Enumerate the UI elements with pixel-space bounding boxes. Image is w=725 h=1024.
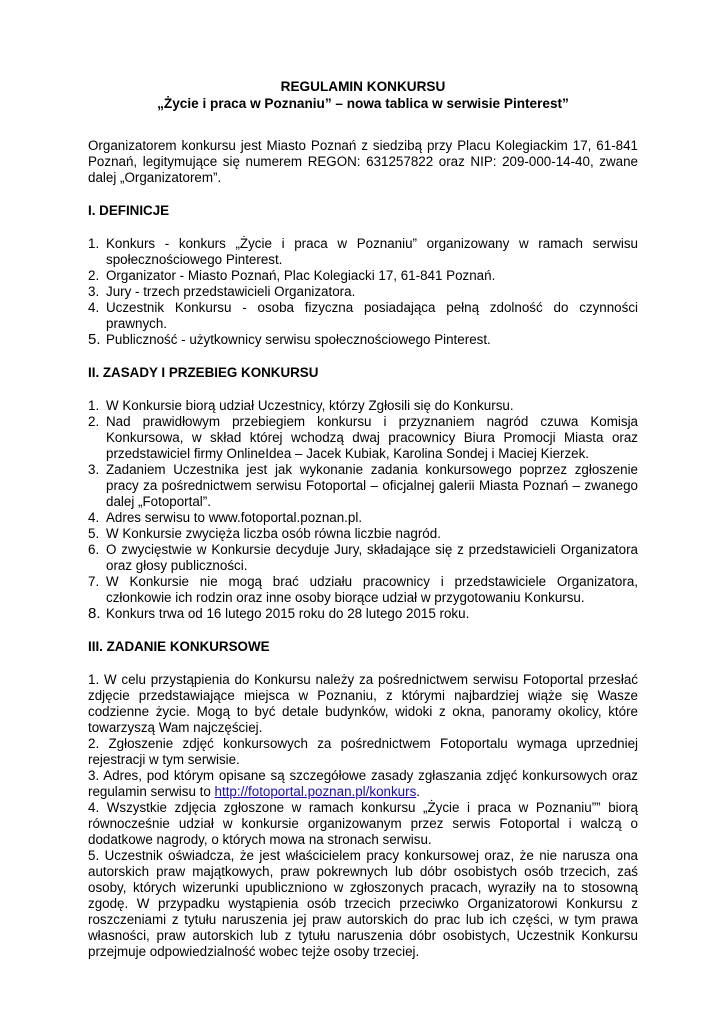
list-number: 8. [88,605,101,622]
list-number: 7. [88,574,100,589]
task-paragraph-3 [88,768,638,800]
task-paragraph-5: 5. Uczestnik oświadcza, że jest właścicielem pracy konkursowej oraz, że nie narusza ona autorskich praw majątkowych, praw pokrewnych lub dóbr osobistych osób trzecich, zaś osoby, których wizerunki upubliczniono w zgłoszonych pracach, wyraziły na to stosowną zgodę. W przypadku wystąpienia osób trzecich przeciwko Organizatorowi Konkursu z roszczeniami z tytułu naruszenia jej praw autorskich do prac lub ich części, w tym prawa własności, praw autorskich lub z tytułu naruszenia dóbr osobistych, Uczestnik Konkursu przejmuje odpowiedzialność wobec tejże osoby trzeciej. [88,848,638,959]
list-item [88,510,638,526]
list-number: 3. [88,462,100,477]
list-text: Nad prawidłowym przebiegiem konkursu i przyznaniem nagród czuwa Komisja Konkursowa, w skład której wchodzą dwaj pracownicy Biura Promocji Miasta oraz przedstawiciel firmy OnlineIdea – Jacek Kubiak, Karolina Sondej i Maciej Kierzek. [106,414,638,461]
contest-link[interactable]: http://fotoportal.poznan.pl/konkurs [214,784,417,799]
list-number: 2. [88,414,100,429]
list-text: Konkurs - konkurs „Życie i praca w Poznaniu” organizowany w ramach serwisu społecznościowego Pinterest. [106,236,638,267]
list-text: O zwycięstwie w Konkursie decyduje Jury, składające się z przedstawicieli Organizatora oraz głosy publiczności. [106,542,638,573]
document-subtitle: „Życie i praca w Poznaniu” – nowa tablica w serwisie Pinterest” [157,96,569,111]
document-body [88,78,638,960]
list-number: 4. [88,300,100,315]
task-paragraph-3-end: . [416,784,420,799]
task-paragraph-4: 4. Wszystkie zdjęcia zgłoszone w ramach konkursu „Życie i praca w Poznaniu”” biorą równocześnie udział w konkursie organizowanym przez serwis Fotoportal i walczą o dodatkowe nagrody, o których mowa na stronach serwisu. [88,800,638,847]
list-number: 3. [88,284,100,299]
list-text: Uczestnik Konkursu - osoba fizyczna posiadająca pełną zdolność do czynności prawnych. [106,300,638,331]
list-text: W Konkursie biorą udział Uczestnicy, którzy Zgłosili się do Konkursu. [106,398,514,413]
intro-paragraph: Organizatorem konkursu jest Miasto Poznań z siedzibą przy Placu Kolegiackim 17, 61-841 Poznań, legitymujące się numerem REGON: 631257822 oraz NIP: 209-000-14-40, zwane dalej „Organizatorem”. [88,138,638,185]
list-item [88,398,638,414]
section-heading-definitions: I. DEFINICJE [88,203,170,218]
list-item [88,526,638,542]
list-number: 6. [88,542,100,557]
list-text: Zadaniem Uczestnika jest jak wykonanie zadania konkursowego poprzez zgłoszenie pracy za pośrednictwem serwisu Fotoportal – oficjalnej galerii Miasta Poznań – zwanego dalej „Fotoportal”. [106,462,638,509]
list-number: 4. [88,510,100,525]
list-item [88,414,638,462]
list-item [88,542,638,574]
list-text: Publiczność - użytkownicy serwisu społecznościowego Pinterest. [106,332,491,347]
list-text: Konkurs trwa od 16 lutego 2015 roku do 28 lutego 2015 roku. [106,606,470,621]
list-number: 2. [88,268,100,283]
rules-list [88,398,638,622]
list-item [88,574,638,606]
list-item [88,284,638,300]
list-text: W Konkursie zwycięża liczba osób równa liczbie nagród. [106,526,441,541]
list-item [88,268,638,284]
section-heading-rules: II. ZASADY I PRZEBIEG KONKURSU [88,365,319,380]
list-item [88,332,638,348]
task-paragraph-2: 2. Zgłoszenie zdjęć konkursowych za pośrednictwem Fotoportalu wymaga uprzedniej rejestracji w tym serwisie. [88,736,638,767]
list-item [88,462,638,510]
list-item [88,236,638,268]
section-heading-task: III. ZADANIE KONKURSOWE [88,639,270,654]
list-number: 5. [88,526,100,541]
document-title: REGULAMIN KONKURSU [280,79,446,94]
list-text: Adres serwisu to www.fotoportal.poznan.pl. [106,510,363,525]
task-paragraph-1: 1. W celu przystąpienia do Konkursu należy za pośrednictwem serwisu Fotoportal przesłać zdjęcie przedstawiające miejsca w Poznaniu, z którymi najbardziej wiąże się Wasze codzienne życie. Mogą to być detale budynków, widoki z okna, panoramy okolicy, które towarzyszą Wam najczęściej. [88,672,638,735]
list-text: W Konkursie nie mogą brać udziału pracownicy i przedstawiciele Organizatora, członkowie ich rodzin oraz inne osoby biorące udział w przygotowaniu Konkursu. [106,574,638,605]
list-text: Organizator - Miasto Poznań, Plac Kolegiacki 17, 61-841 Poznań. [106,268,496,283]
list-number: 1. [88,236,100,251]
task-paragraph-3-text: 3. Adres, pod którym opisane są szczegółowe zasady zgłaszania zdjęć konkursowych oraz regulamin serwisu to [88,768,638,799]
list-item [88,606,638,622]
list-text: Jury - trzech przedstawicieli Organizatora. [106,284,356,299]
definitions-list [88,236,638,348]
list-item [88,300,638,332]
list-number: 1. [88,398,100,413]
list-number: 5. [88,331,101,348]
